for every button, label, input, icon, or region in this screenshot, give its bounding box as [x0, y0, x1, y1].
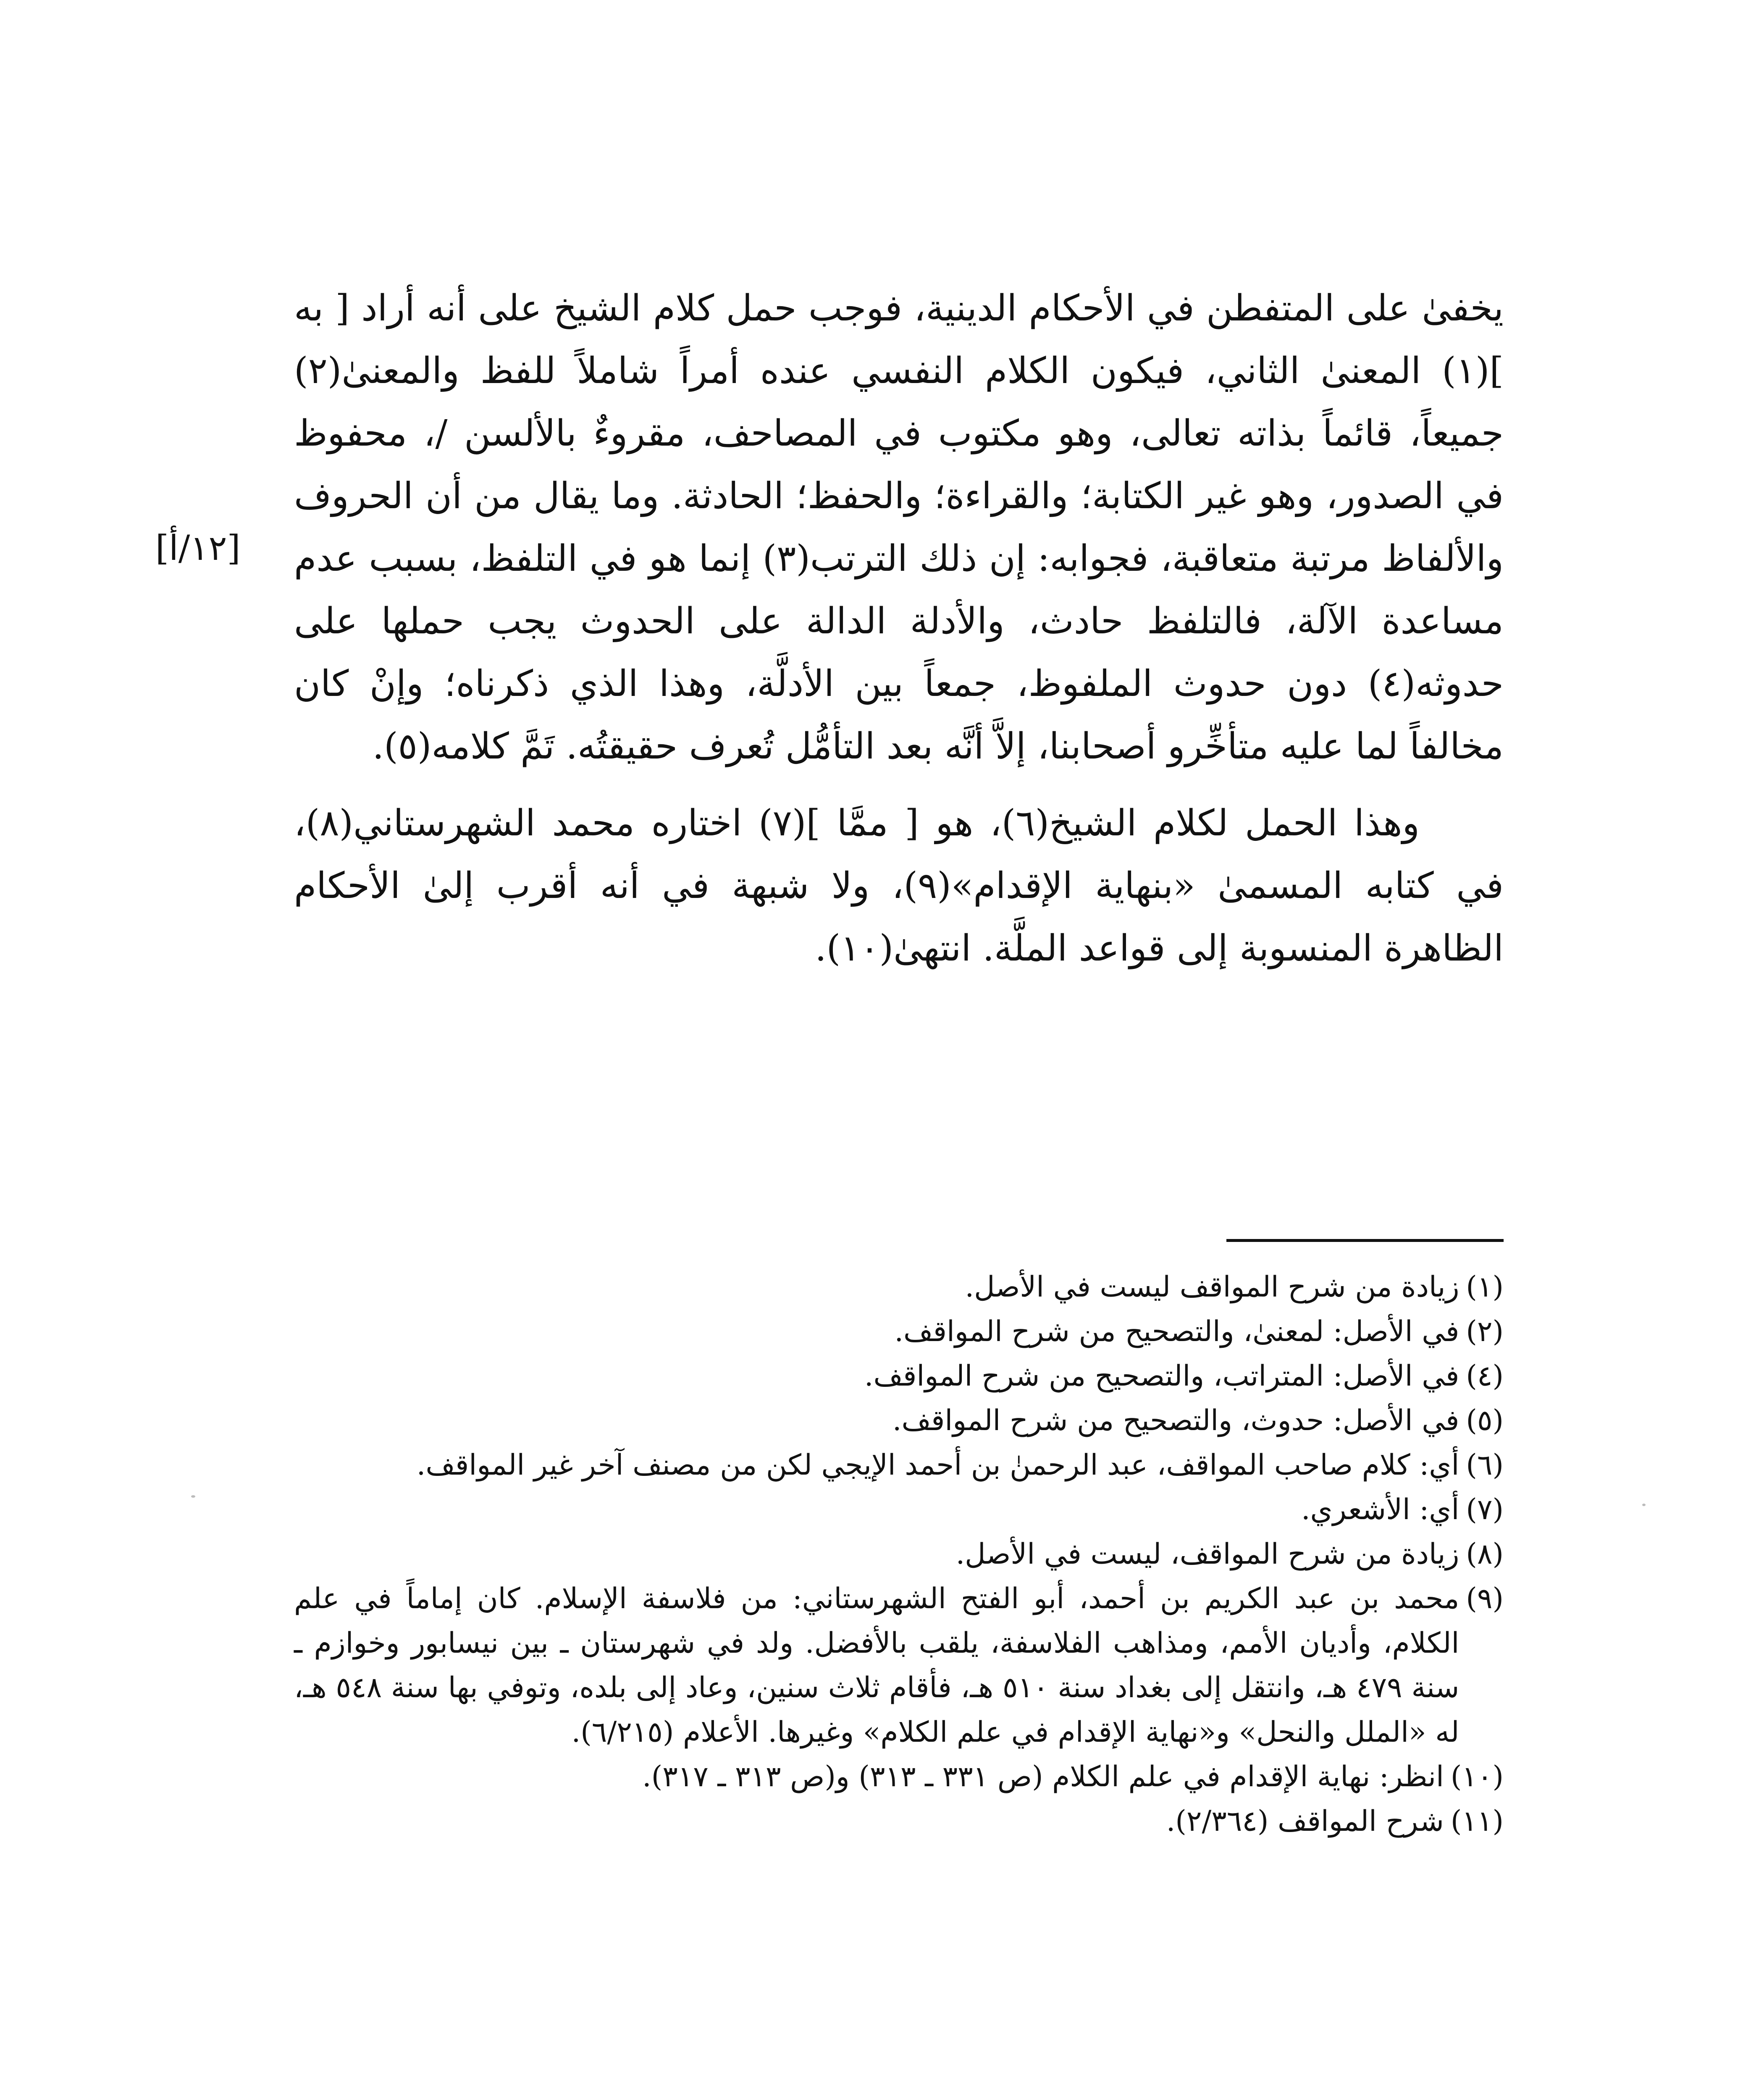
main-paragraph-2: وهذا الحمل لكلام الشيخ(٦)، هو [ ممَّا ](٧) اختاره محمد الشهرستاني(٨)، في كتابه المسمىٰ «بنهاية الإقدام»(٩)، ولا شبهة في أنه أقرب إلىٰ الأحكام الظاهرة المنسوبة إلى قواعد الملَّة. انتهىٰ(١٠).	[294, 802, 1504, 969]
footnote-text: في الأصل: لمعنىٰ، والتصحيح من شرح المواقف.	[894, 1315, 1460, 1348]
footnote-number: (٧)	[1466, 1493, 1504, 1526]
footnote-number: (٢)	[1466, 1315, 1504, 1348]
footnote-number: (٨)	[1466, 1538, 1504, 1571]
footnote-item	[294, 1532, 1504, 1577]
footnote-item	[294, 1399, 1504, 1443]
footnote-item	[294, 1577, 1504, 1755]
footnote-number: (٦)	[1466, 1449, 1504, 1482]
footnote-text: انظر: نهاية الإقدام في علم الكلام (ص ٣٣١ ـ ٣١٣) و(ص ٣١٣ ـ ٣١٧).	[642, 1760, 1444, 1793]
footnote-item	[294, 1354, 1504, 1399]
footnote-item	[294, 1265, 1504, 1310]
footnote-number: (٩)	[1466, 1582, 1504, 1615]
footnote-item	[294, 1310, 1504, 1354]
footnote-separator	[1226, 1239, 1504, 1242]
footnote-text: أي: الأشعري.	[1301, 1493, 1460, 1526]
main-text-block	[294, 277, 1504, 980]
main-paragraph-1: يخفىٰ على المتفطن في الأحكام الدينية، فوجب حمل كلام الشيخ على أنه أراد [ به ](١) المعنىٰ الثاني، فيكون الكلام النفسي عنده أمراً شاملاً للفظ والمعنىٰ(٢) جميعاً، قائماً بذاته تعالى، وهو مكتوب في المصاحف، مقروءٌ بالألسن /، محفوظ في الصدور، وهو غير الكتابة؛ والقراءة؛ والحفظ؛ الحادثة. وما يقال من أن الحروف والألفاظ مرتبة متعاقبة، فجوابه: إن ذلك الترتب(٣) إنما هو في التلفظ، بسبب عدم مساعدة الآلة، فالتلفظ حادث، والأدلة الدالة على الحدوث يجب حملها على حدوثه(٤) دون حدوث الملفوظ، جمعاً بين الأدلَّة، وهذا الذي ذكرناه؛ وإنْ كان مخالفاً لما عليه متأخِّرو أصحابنا، إلاَّ أنَّه بعد التأمُّل تُعرف حقيقتُه. تَمَّ كلامه(٥).	[294, 287, 1504, 767]
footnote-number: (١١)	[1450, 1805, 1504, 1838]
footnotes-list	[294, 1265, 1504, 1844]
folio-marker: [١٢/أ]	[155, 528, 241, 568]
footnote-text: في الأصل: المتراتب، والتصحيح من شرح المواقف.	[864, 1360, 1460, 1393]
footnote-number: (٤)	[1466, 1360, 1504, 1393]
footnote-text: أي: كلام صاحب المواقف، عبد الرحمنٰ بن أحمد الإيجي لكن من مصنف آخر غير المواقف.	[416, 1449, 1460, 1482]
footnote-number: (١)	[1466, 1270, 1504, 1304]
footnote-text: في الأصل: حدوث، والتصحيح من شرح المواقف.	[892, 1404, 1460, 1437]
scan-speck	[191, 1495, 195, 1498]
footnote-text: محمد بن عبد الكريم بن أحمد، أبو الفتح الشهرستاني: من فلاسفة الإسلام. كان إماماً في علم الكلام، وأديان الأمم، ومذاهب الفلاسفة، يلقب بالأفضل. ولد في شهرستان ـ بين نيسابور وخوازم ـ سنة ٤٧٩ هـ، وانتقل إلى بغداد سنة ٥١٠ هـ، فأقام ثلاث سنين، وعاد إلى بلده، وتوفي بها سنة ٥٤٨ هـ، له «الملل والنحل» و«نهاية الإقدام في علم الكلام» وغيرها. الأعلام (٦/٢١٥).	[294, 1582, 1460, 1749]
footnote-item	[294, 1488, 1504, 1532]
footnote-text: زيادة من شرح المواقف ليست في الأصل.	[965, 1270, 1460, 1304]
footnote-item	[294, 1755, 1504, 1799]
footnote-number: (١٠)	[1450, 1760, 1504, 1793]
scan-speck	[1642, 1504, 1646, 1506]
footnote-number: (٥)	[1466, 1404, 1504, 1437]
footnote-item	[294, 1799, 1504, 1844]
footnote-text: شرح المواقف (٢/٣٦٤).	[1166, 1805, 1444, 1838]
footnote-item	[294, 1443, 1504, 1488]
footnote-text: زيادة من شرح المواقف، ليست في الأصل.	[956, 1538, 1460, 1571]
